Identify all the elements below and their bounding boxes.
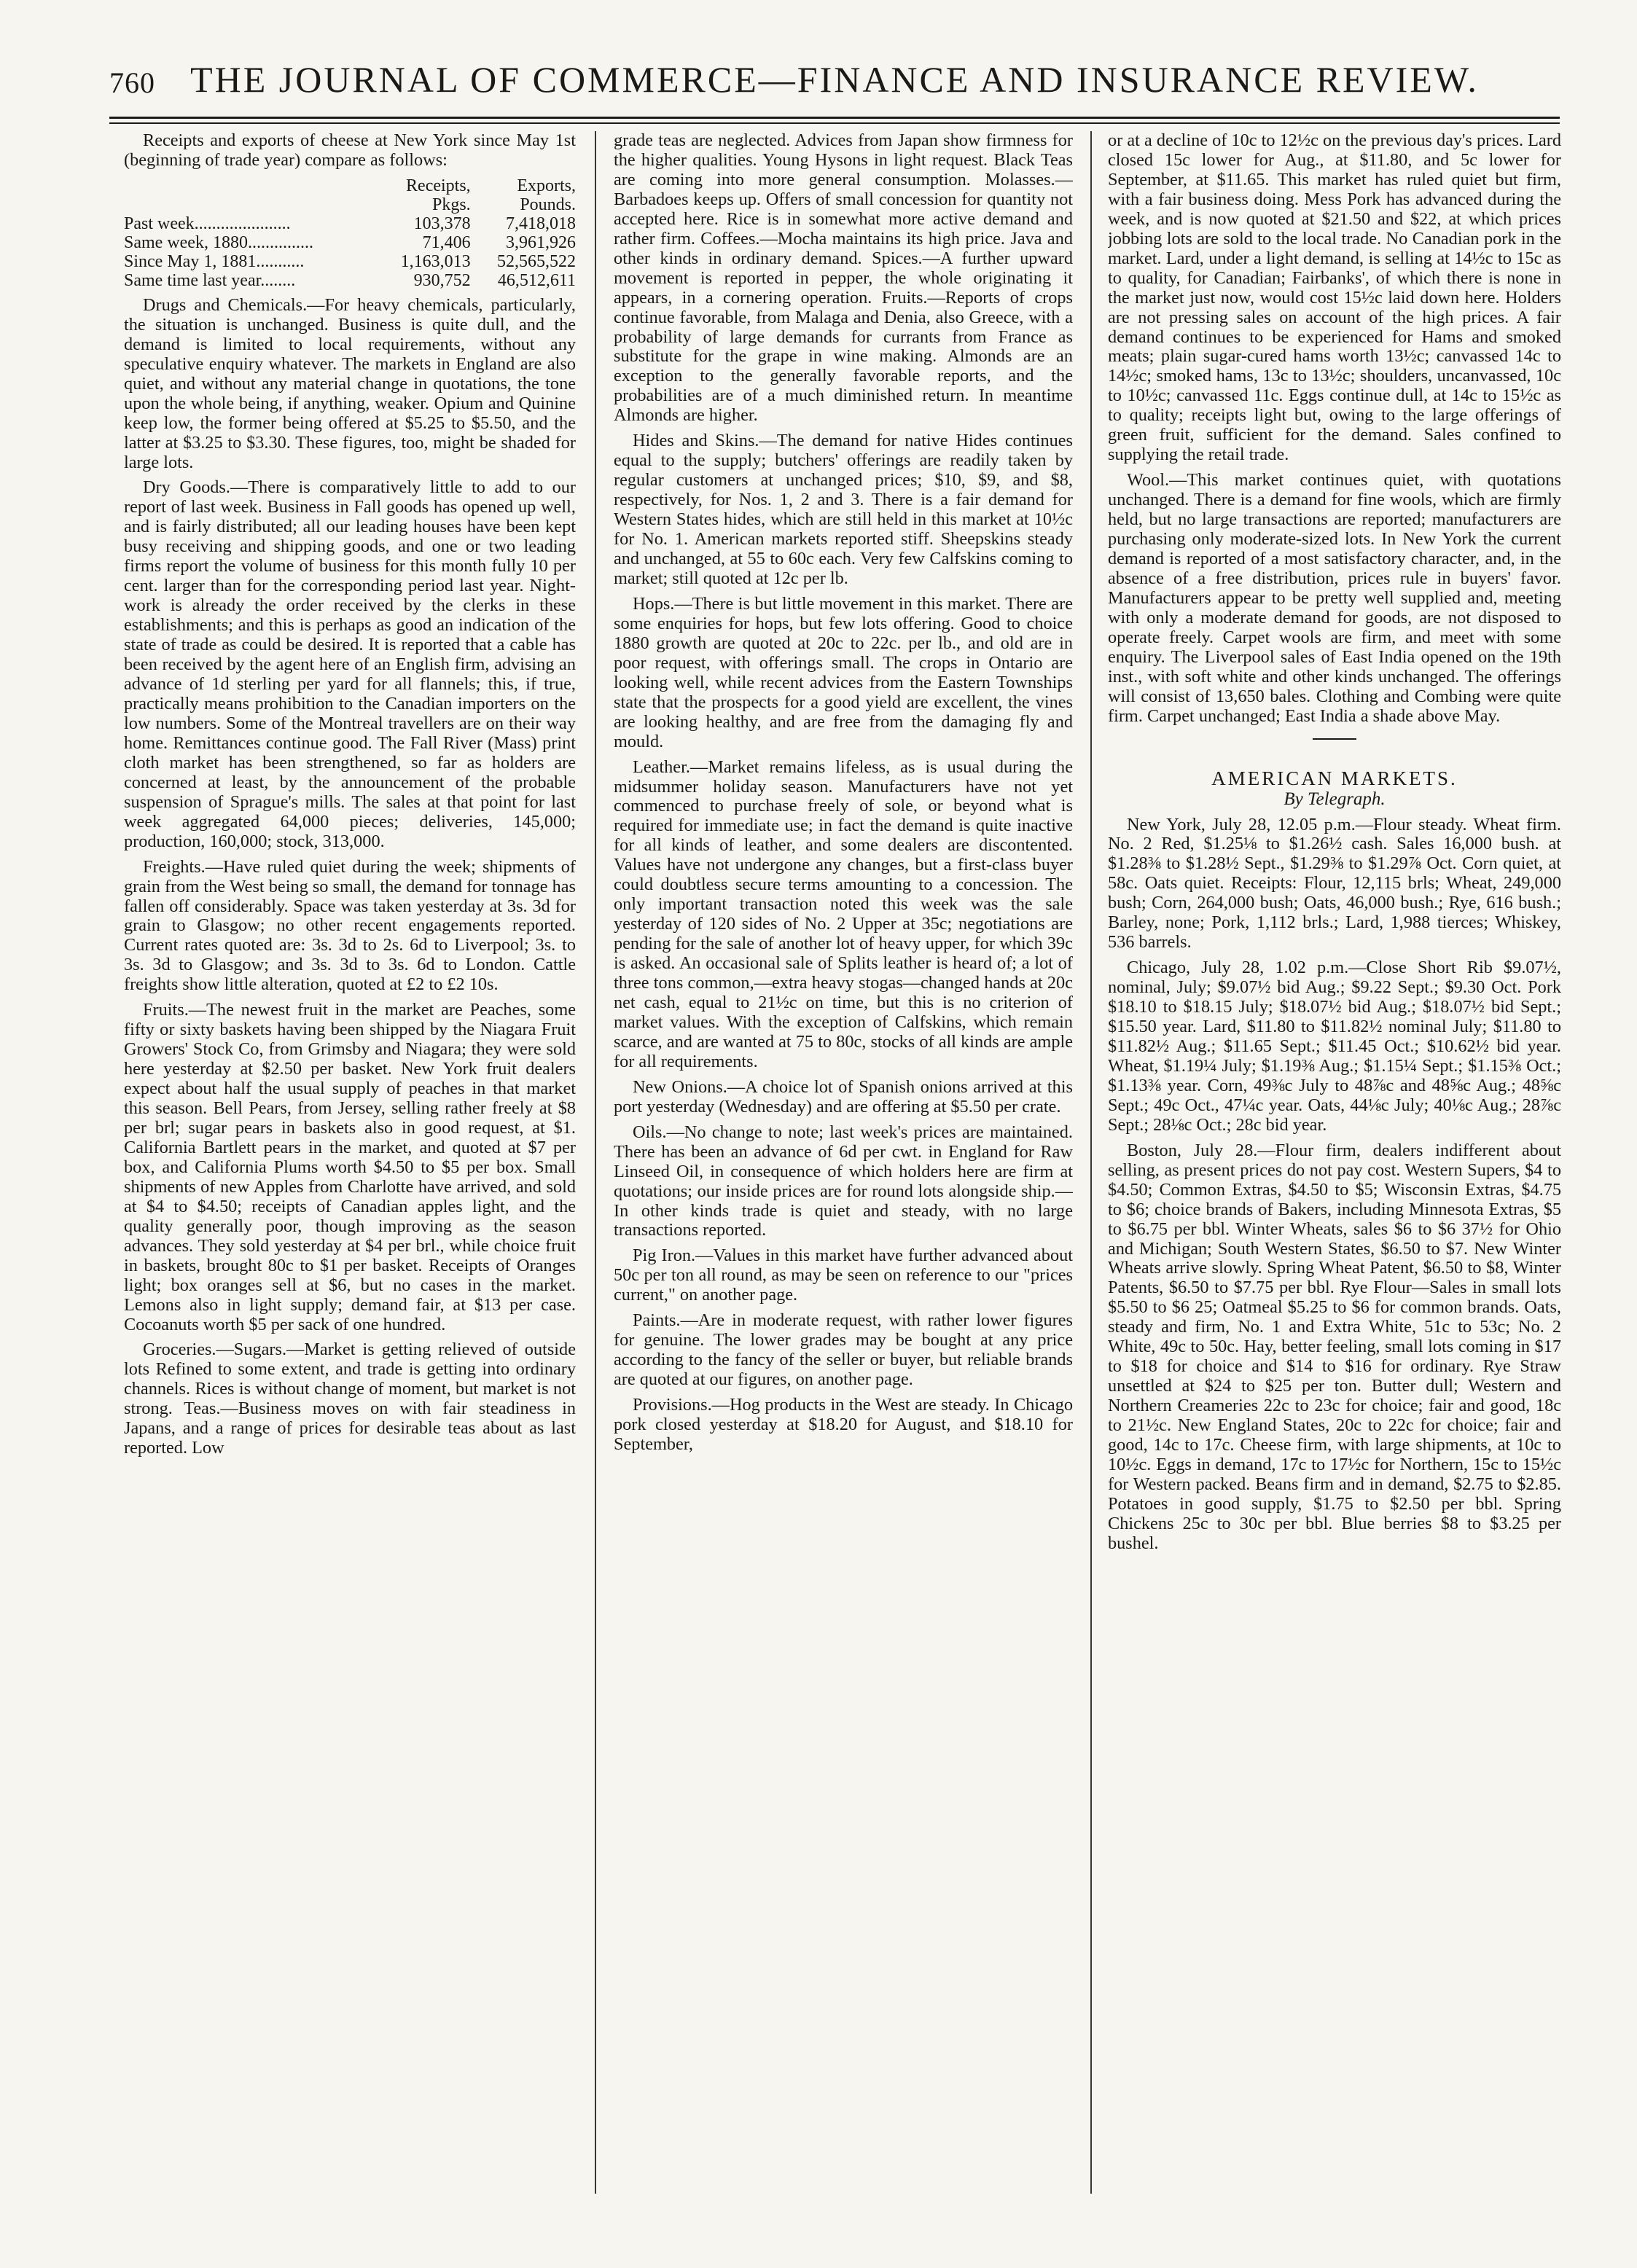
- section-title: AMERICAN MARKETS.: [1211, 767, 1458, 789]
- column-1: [124, 131, 576, 2201]
- column-separator: [1090, 131, 1092, 2194]
- drugs-paragraph: Drugs and Chemicals.—For heavy chemicals, particularly, the situation is unchanged. Business is quite dull, and the demand is limited to local requirements, without any speculative enquiry whatever. The markets in England are also quiet, and without any material change in quotations, the tone upon the whole being, if anything, weaker. Opium and Quinine keep low, the former being offered at $5.25 to $5.50, and the latter at $3.25 to $3.30. These figures, too, might be shaded for large lots.: [124, 294, 576, 472]
- groceries-paragraph: Groceries.—Sugars.—Market is getting relieved of outside lots Refined to some extent, and trade is getting into ordinary channels. Rices is without change of moment, but market is not strong. Teas.—Business moves on with fair steadiness in Japans, and a range of prices for desirable teas about as last reported. Low: [124, 1340, 576, 1458]
- onions-paragraph: New Onions.—A choice lot of Spanish onions arrived at this port yesterday (Wednesday) and are offering at $5.50 per crate.: [614, 1076, 1073, 1117]
- fruits-paragraph: Fruits.—The newest fruit in the market are Peaches, some fifty or sixty baskets having been shipped by the Niagara Fruit Growers' Stock Co, from Grimsby and Niagara; they were sold here yesterday at $2.50 per basket. New York fruit dealers expect about half the usual supply of peaches in that market this season. Bell Pears, from Jersey, selling rather freely at $8 per brl; sugar pears in baskets also in good request, at $1. California Bartlett pears in the market, and quoted at $7 per box, and California Plums worth $4.50 to $5 per box. Small shipments of new Apples from Charlotte have arrived, and sold at $4 to $4.50; receipts of Canadian apples light, and the quality generally poor, though improving as the season advances. They sold yesterday at $4 per brl., while choice fruit in baskets, brought 80c to $1 per basket. Receipts of Oranges light; box oranges sell at $6, but no cases in the market. Lemons also in light supply; demand fair, at $13 per case. Cocoanuts worth $5 per sack of one hundred.: [124, 1000, 576, 1334]
- leather-paragraph: Leather.—Market remains lifeless, as is usual during the midsummer holiday season. Manufacturers have not yet commenced to purchase freely of sole, or beyond what is required for immediate use; in fact the demand is quite inactive for all kinds of leather, and some dealers are discontented. Values have not undergone any changes, but a first-class buyer could doubtless secure terms amounting to a concession. The only important transaction noted this week was the sale yesterday of 120 sides of No. 2 Upper at 35c; negotiations are pending for the sale of another lot of heavy upper, for which 39c is asked. An occasional sale of Splits leather is heard of; a lot of three tons common,—extra heavy stogas—changed hands at 20c net cash, equal to 21½c on time, but this is no criterion of market values. With the exception of Calfskins, which remain scarce, and are wanted at 75 to 80c, stocks of all kinds are ample for all requirements.: [614, 756, 1073, 1071]
- table-row: Same week, 1880............... 71,406 3,961,926: [124, 232, 576, 252]
- chicago-report: Chicago, July 28, 1.02 p.m.—Close Short Rib $9.07½, nominal, July; $9.07½ bid Aug.; $9.22 Sept.; $9.30 Oct. Pork $18.10 to $18.15 July; $18.07½ bid Aug.; $18.07½ bid Sept.; $15.50 year. Lard, $11.80 to $11.82½ nominal July; $11.80 to $11.82½ Aug.; $11.65 Sept.; $11.45 Oct.; $10.62½ bid year. Wheat, $1.19¼ July; $1.19⅜ Aug.; $1.15¼ Sept.; $1.15⅜ Oct.; $1.13⅜ year. Corn, 49⅜c July to 48⅞c and 48⅝c Aug.; 48⅝c Sept.; 49c Oct., 47¼c year. Oats, 44⅛c July; 40⅛c Aug.; 28⅞c Sept.; 28⅛c Oct.; 28c bid year.: [1108, 958, 1561, 1135]
- header-rule: [109, 117, 1560, 119]
- column-separator: [595, 131, 596, 2194]
- page-header: [109, 44, 1560, 109]
- column-3: [1108, 131, 1561, 2201]
- table-header-cell: Exports, Pounds.: [517, 176, 576, 214]
- boston-report: Boston, July 28.—Flour firm, dealers indifferent about selling, as present prices do not pay cost. Western Supers, $4 to $4.50; Common Extras, $4.50 to $5; Wisconsin Extras, $4.75 to $6; choice brands of Bakers, including Minnesota Extras, $5 to $6.75 per bbl. Winter Wheats, sales $6 to $6 37½ for Ohio and Michigan; South Western States, $6.50 to $7. New Winter Wheats arrive slowly. Spring Wheat Patent, $6.50 to $8, Winter Patents, $6.50 to $7.75 per bbl. Rye Flour—Sales in small lots $5.50 to $6 25; Oatmeal $5.25 to $6 for common brands. Oats, steady and firm, No. 1 and Extra White, 51c to 53c; No. 2 White, 49c to 50c. Hay, better feeling, small lots coming in $17 to $18 for choice and $14 to $16 for ordinary. Rye Straw unsettled at $24 to $25 per ton. Butter dull; Western and Northern Creameries 22c to 23c for choice; fair and good, 18c to 21½c. New England States, 20c to 22c for choice; fair and good, 14c to 17c. Cheese firm, with large shipments, at 10c to 10½c. Eggs in demand, 17c to 17½c for Northern, 15c to 15½c for Western packed. Beans firm and in demand, $2.75 to $2.85. Potatoes in good supply, $1.75 to $2.50 per bbl. Spring Chickens 25c to 30c per bbl. Blue berries $8 to $3.25 per bushel.: [1108, 1140, 1561, 1553]
- table-row: Since May 1, 1881........... 1,163,013 52,565,522: [124, 251, 576, 271]
- new-york-report: New York, July 28, 12.05 p.m.—Flour steady. Wheat firm. No. 2 Red, $1.25⅛ to $1.26½ cash. Sales 16,000 bush. at $1.28⅜ to $1.28½ Sept., $1.29⅜ to $1.29⅞ Oct. Corn quiet, at 58c. Oats quiet. Receipts: Flour, 12,115 brls; Wheat, 249,000 bush; Corn, 264,000 bush; Oats, 46,000 bush.; Rye, 616 bush.; Barley, none; Pork, 1,112 brls.; Lard, 1,988 tierces; Whiskey, 536 barrels.: [1108, 814, 1561, 953]
- dry-goods-paragraph: Dry Goods.—There is comparatively little to add to our report of last week. Business in Fall goods has opened up well, and is fairly distributed; all our leading houses have been kept busy receiving and shipping goods, and one or two leading firms report the volume of business for this month fully 10 per cent. larger than for the corresponding period last year. Night-work is already the order received by the clerks in these establishments; and this is perhaps as good an indication of the state of trade as could be desired. It is reported that a cable has been received by the agent here of an English firm, advising an advance of 1d sterling per yard for all flannels; this, if true, practically means prohibition to the Canadian importers on the low numbers. Some of the Montreal travellers are on their way home. Remittances continue good. The Fall River (Mass) print cloth market has been strengthened, so far as holders are concerned at least, by the announcement of the probable suspension of Sprague's mills. The sales at that point for last week aggregated 64,000 pieces; deliveries, 145,000; production, 160,000; stock, 313,000.: [124, 477, 576, 851]
- header-rule-double: [109, 122, 1560, 124]
- hops-paragraph: Hops.—There is but little movement in this market. There are some enquiries for hops, but few lots offering. Good to choice 1880 growth are quoted at 20c to 22c. per lb., and old are in poor request, with offerings small. The crops in Ontario are looking well, while recent advices from the Eastern Townships state that the prospects for a good yield are excellent, the vines are looking healthy, and are free from the damaging fly and mould.: [614, 593, 1073, 751]
- wool-paragraph: Wool.—This market continues quiet, with quotations unchanged. There is a demand for fine wools, which are firmly held, but no large transactions are reported; manufacturers are purchasing only moderate-sized lots. In New York the current demand is reported of a most satisfactory character, and, in the absence of a free distribution, prices rule in buyers' favor. Manufacturers appear to be pretty well supplied and, meeting with only a moderate demand for goods, are not disposed to operate freely. Carpet wools are firm, and meet with some enquiry. The Liverpool sales of East India opened on the 19th inst., with soft white and other kinds unchanged. The offerings will consist of 13,650 bales. Clothing and Combing were quite firm. Carpet unchanged; East India a shade above May.: [1108, 470, 1561, 726]
- column-2: [614, 131, 1073, 2201]
- oils-paragraph: Oils.—No change to note; last week's prices are maintained. There has been an advance of 6d per cwt. in England for Raw Linseed Oil, in consequence of which holders here are firm at quotations; our inside prices are for round lots alongside ship.—In other kinds trade is quiet and steady, with no large transactions reported.: [614, 1122, 1073, 1240]
- paints-paragraph: Paints.—Are in moderate request, with rather lower figures for genuine. The lower grades may be bought at any price according to the fancy of the seller or buyer, but reliable brands are quoted at our figures, on another page.: [614, 1310, 1073, 1390]
- table-header-cell: Receipts, Pkgs.: [406, 176, 471, 214]
- provisions-continued: or at a decline of 10c to 12½c on the previous day's prices. Lard closed 15c lower for Aug., at $11.80, and 5c lower for September, at $11.65. This market has ruled quiet but firm, with a fair business doing. Mess Pork has advanced during the week, and is now quoted at $21.50 and $22, at which prices jobbing lots are sold to the local trade. No Canadian pork in the market. Lard, under a light demand, is selling at 14½c to 15c as to quality, for Canadian; Fairbanks', of which there is none in the market just now, would cost 15½c laid down here. Holders are not pressing sales on account of the high prices. A fair demand continues to be experienced for Hams and smoked meats; plain sugar-cured hams worth 13½c; canvassed 14c to 14½c; smoked hams, 13c to 13½c; shoulders, uncanvassed, 10c to 10½c; canvassed 11c. Eggs continue dull, at 14c to 15½c as to quality; receipts light but, owing to the large offerings of green fruit, sufficient for the demand. Sales confined to supplying the retail trade.: [1108, 131, 1561, 465]
- cheese-intro: Receipts and exports of cheese at New York since May 1st (beginning of trade year) compare as follows:: [124, 131, 576, 170]
- table-row: Same time last year........ 930,752 46,512,611: [124, 270, 576, 290]
- table-header-row: [124, 176, 576, 214]
- pig-iron-paragraph: Pig Iron.—Values in this market have further advanced about 50c per ton all round, as may be seen on reference to our "prices current," on another page.: [614, 1246, 1073, 1305]
- freights-paragraph: Freights.—Have ruled quiet during the week; shipments of grain from the West being so small, the demand for tonnage has fallen off considerably. Space was taken yesterday at 3s. 3d for grain to Glasgow; no other recent engagements reported. Current rates quoted are: 3s. 3d to 2s. 6d to Liverpool; 3s. to 3s. 3d to Glasgow; and 3s. 3d to 3s. 6d to London. Cattle freights show little alteration, quoted at £2 to £2 10s.: [124, 856, 576, 995]
- table-row: Past week...................... 103,378 7,418,018: [124, 214, 576, 233]
- cheese-table: [124, 176, 576, 290]
- hides-paragraph: Hides and Skins.—The demand for native Hides continues equal to the supply; butchers' offerings are readily taken by regular customers at unchanged prices; $10, $9, and $8, respectively, for Nos. 1, 2 and 3. There is a fair demand for Western States hides, which are still held in this market at 10½c for No. 1. American markets reported stiff. Sheepskins steady and unchanged, at 55 to 60c each. Very few Calfskins coming to market; still quoted at 12c per lb.: [614, 431, 1073, 588]
- provisions-paragraph: Provisions.—Hog products in the West are steady. In Chicago pork closed yesterday at $18.20 for August, and $18.10 for September,: [614, 1395, 1073, 1454]
- section-divider: [1313, 738, 1356, 740]
- page-number: 760: [109, 66, 155, 99]
- journal-title: THE JOURNAL OF COMMERCE—FINANCE AND INSURANCE REVIEW.: [190, 59, 1479, 100]
- section-subtitle: By Telegraph.: [1284, 789, 1386, 809]
- groceries-continued: grade teas are neglected. Advices from Japan show firmness for the higher qualities. Young Hysons in light request. Black Teas are coming into more general consumption. Molasses.—Barbadoes keeps up. Offers of small concession for quantity not accepted here. Rice is in somewhat more active demand and rather firm. Coffees.—Mocha maintains its high price. Java and other kinds in ordinary demand. Spices.—A further upward movement is reported in pepper, the whole originating it appears, in a cornering operation. Fruits.—Reports of crops continue favorable, from Malaga and Denia, also Greece, with a probability of large demands for currants from France as substitute for the grape in wine making. Almonds are an exception to the generally favorable reports, and the probabilities are of a much diminished return. In meantime Almonds are higher.: [614, 131, 1073, 426]
